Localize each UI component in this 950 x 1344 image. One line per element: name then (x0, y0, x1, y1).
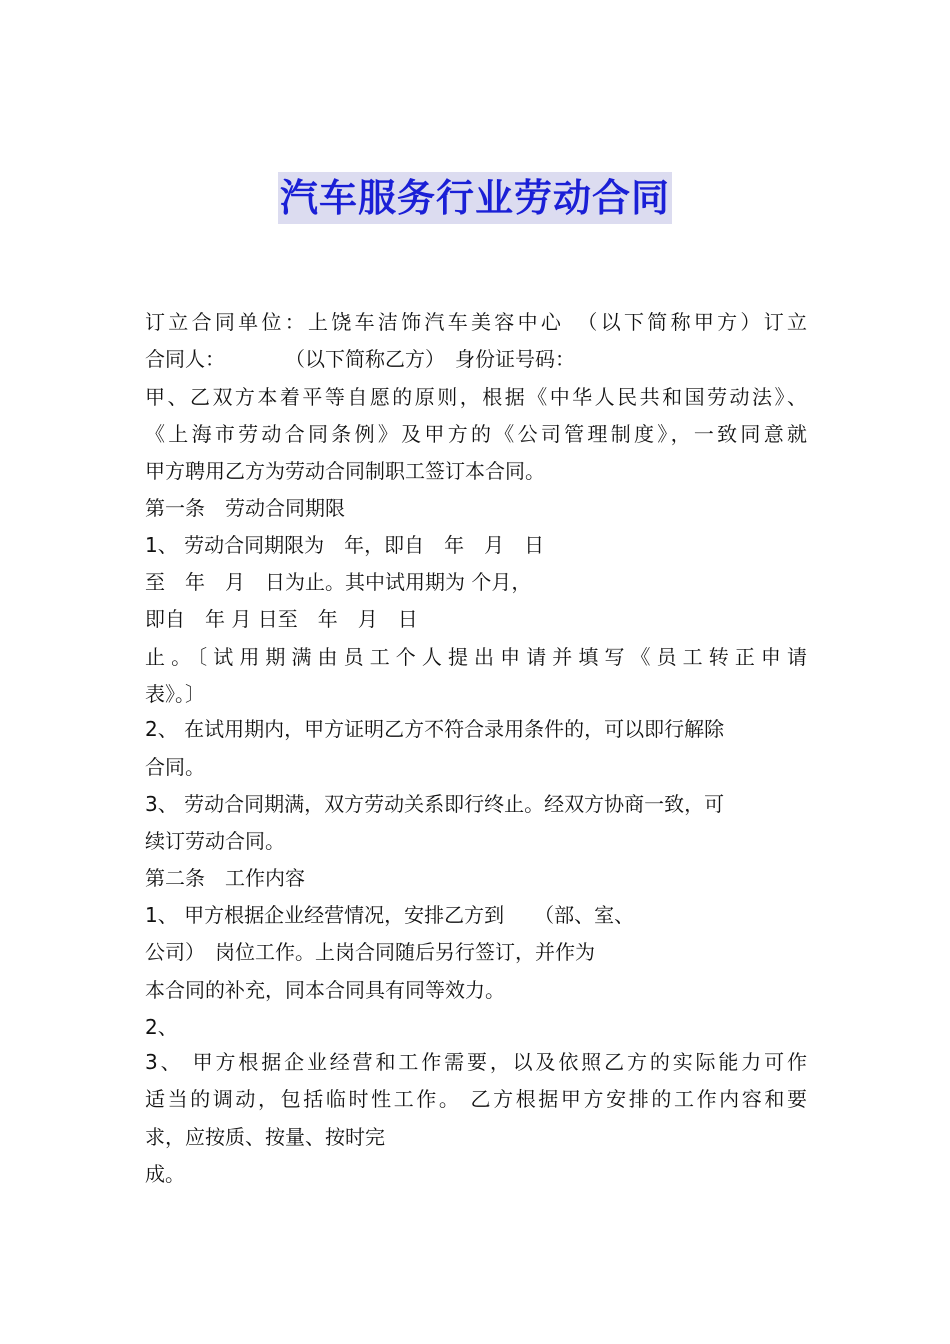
document-title: 汽车服务行业劳动合同 (278, 172, 672, 224)
text-line: 3、 劳动合同期满，双方劳动关系即行终止。经双方协商一致，可 (145, 792, 725, 816)
text-line: 续订劳动合同。 (145, 829, 285, 853)
text-line: 合同。 (145, 755, 205, 779)
text-line: 本合同的补充，同本合同具有同等效力。 (145, 978, 505, 1002)
text-line: 公司） 岗位工作。上岗合同随后另行签订，并作为 (145, 940, 595, 964)
text-line: 《上海市劳动合同条例》及甲方的《公司管理制度》，一致同意就 (145, 422, 807, 446)
text-line: 表》。〕 (145, 682, 205, 706)
text-line: 即自 年 月 日至 年 月 日 (145, 607, 418, 631)
text-line: 3、 甲方根据企业经营和工作需要，以及依照乙方的实际能力可作 (145, 1050, 807, 1074)
text-line: 甲方聘用乙方为劳动合同制职工签订本合同。 (145, 459, 545, 483)
section-heading: 第一条 劳动合同期限 (145, 496, 345, 520)
text-line: 至 年 月 日为止。其中试用期为 个月， (145, 570, 532, 594)
text-line: 合同人： （以下简称乙方） 身份证号码： (145, 347, 575, 371)
text-line: 2、 在试用期内，甲方证明乙方不符合录用条件的，可以即行解除 (145, 717, 725, 741)
text-line: 求，应按质、按量、按时完 (145, 1125, 385, 1149)
text-line: 止。〔试用期满由员工个人提出申请并填写《员工转正申请 (145, 645, 807, 669)
section-heading: 第二条 工作内容 (145, 866, 305, 890)
text-line: 甲、乙双方本着平等自愿的原则，根据《中华人民共和国劳动法》、 (145, 385, 807, 409)
document-title-wrap (0, 172, 950, 224)
text-line: 成。 (145, 1162, 185, 1186)
text-line: 2、 (145, 1015, 178, 1039)
text-line: 订立合同单位：上饶车洁饰汽车美容中心 （以下简称甲方）订立 (145, 310, 807, 334)
text-line: 1、 劳动合同期限为 年，即自 年 月 日 (145, 533, 545, 557)
text-line: 1、 甲方根据企业经营情况，安排乙方到 （部、室、 (145, 903, 635, 927)
text-line: 适当的调动，包括临时性工作。 乙方根据甲方安排的工作内容和要 (145, 1087, 807, 1111)
